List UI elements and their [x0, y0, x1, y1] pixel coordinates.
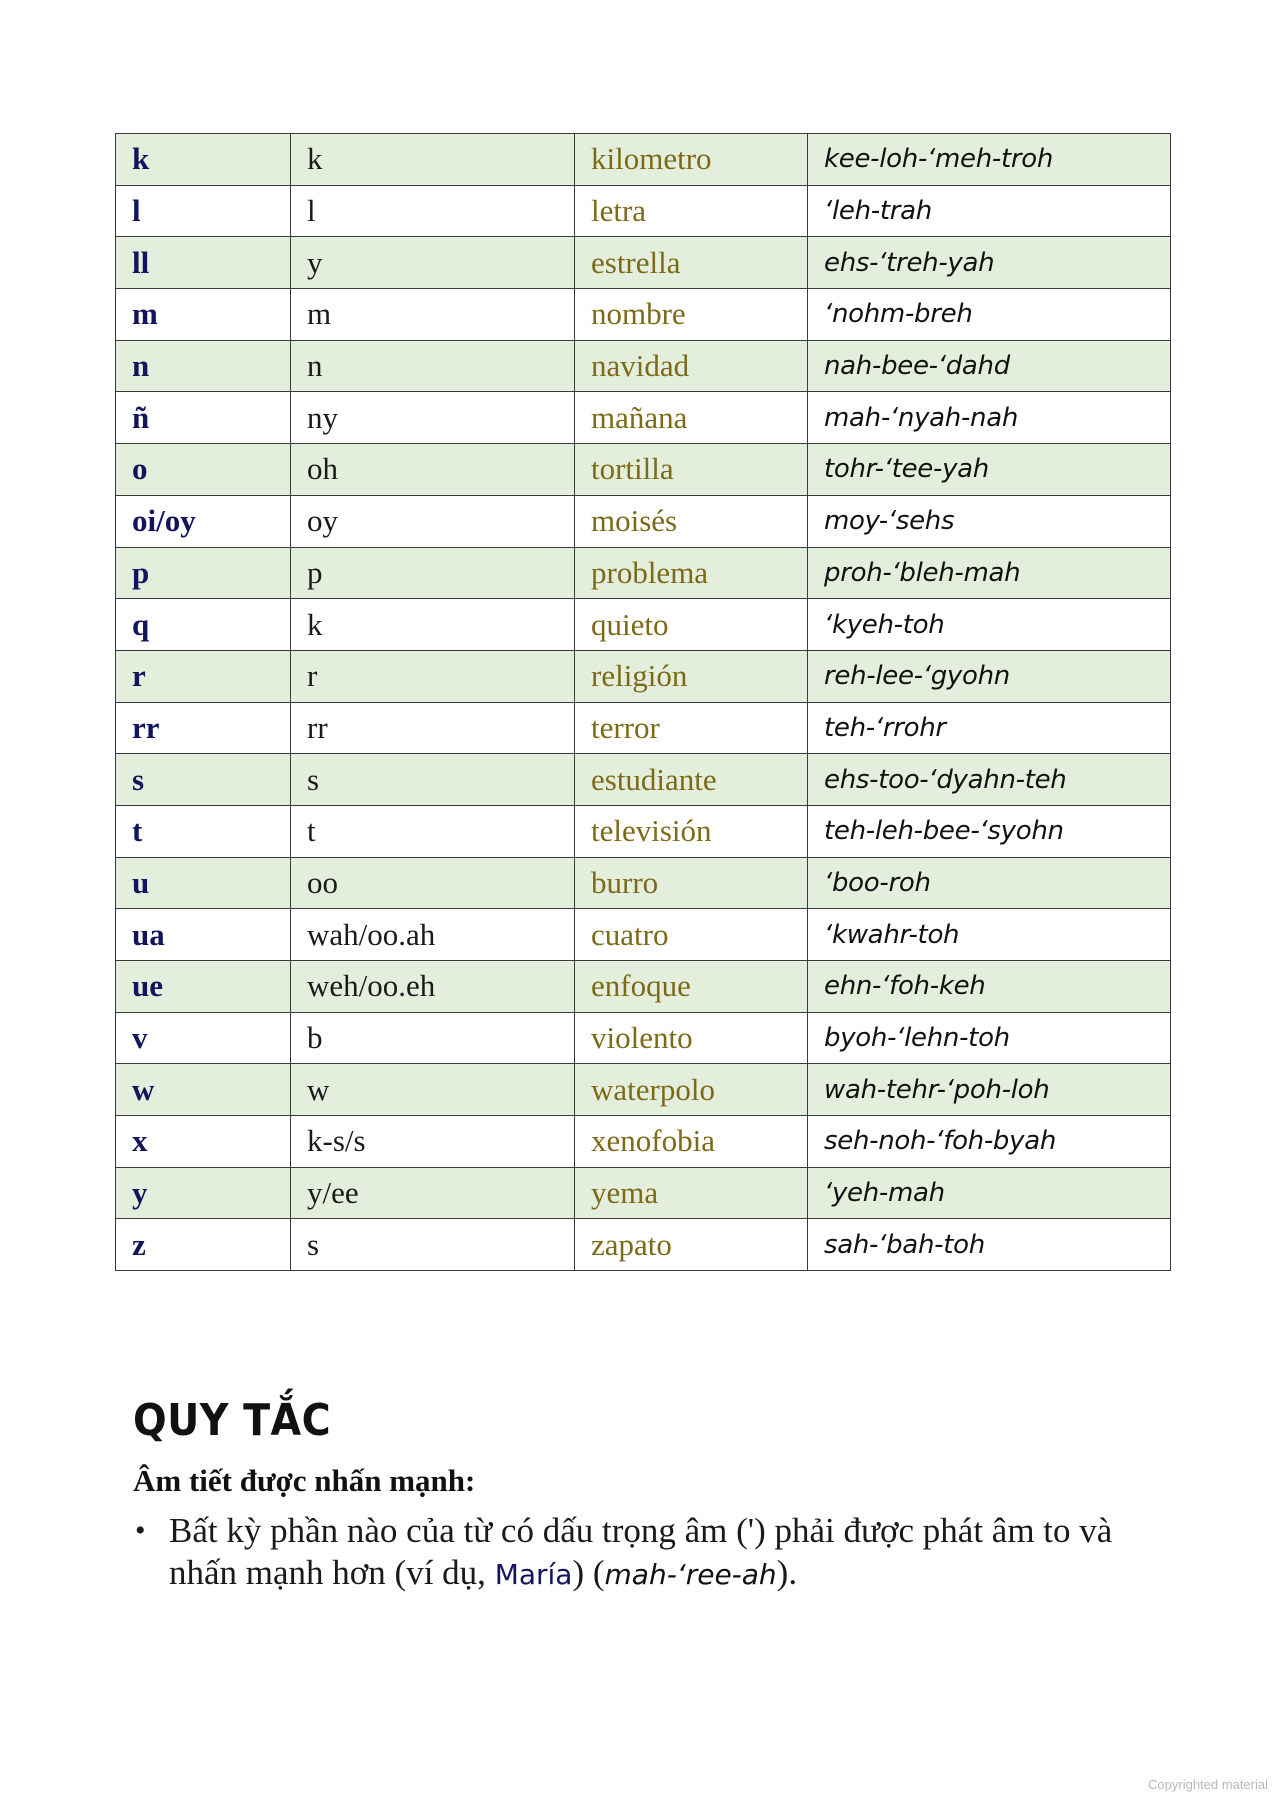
table-row: [116, 961, 1171, 1013]
table-row: [116, 857, 1171, 909]
sound-cell: b: [291, 1012, 575, 1064]
table-row: [116, 1064, 1171, 1116]
example-word-cell: letra: [575, 185, 808, 237]
table-row: [116, 392, 1171, 444]
table-row: [116, 805, 1171, 857]
phonetic-cell: ‘boo-roh: [808, 857, 1171, 909]
example-word-cell: yema: [575, 1167, 808, 1219]
sound-cell: n: [291, 340, 575, 392]
example-word-cell: waterpolo: [575, 1064, 808, 1116]
letter-cell: ue: [116, 961, 291, 1013]
example-word-cell: nombre: [575, 289, 808, 341]
phonetic-cell: moy-‘sehs: [808, 495, 1171, 547]
table-row: [116, 1116, 1171, 1168]
example-word-cell: terror: [575, 702, 808, 754]
sound-cell: y: [291, 237, 575, 289]
phonetic-cell: ‘kwahr-toh: [808, 909, 1171, 961]
letter-cell: x: [116, 1116, 291, 1168]
letter-cell: ñ: [116, 392, 291, 444]
sound-cell: y/ee: [291, 1167, 575, 1219]
letter-cell: z: [116, 1219, 291, 1271]
sound-cell: rr: [291, 702, 575, 754]
sound-cell: s: [291, 1219, 575, 1271]
phonetic-cell: reh-lee-‘gyohn: [808, 650, 1171, 702]
sound-cell: oh: [291, 444, 575, 496]
bullet-icon: •: [135, 1514, 146, 1547]
table-row: [116, 1167, 1171, 1219]
table-row: [116, 289, 1171, 341]
letter-cell: l: [116, 185, 291, 237]
rule-text-before: Bất kỳ phần nào của từ có dấu trọng âm (') phải được phát âm to và nhấn mạnh hơn (ví dụ,: [169, 1511, 1113, 1592]
sound-cell: ny: [291, 392, 575, 444]
letter-cell: ll: [116, 237, 291, 289]
pronunciation-table-body: [116, 134, 1171, 1271]
letter-cell: o: [116, 444, 291, 496]
rule-example-word: María: [494, 1558, 573, 1591]
phonetic-cell: ehn-‘foh-keh: [808, 961, 1171, 1013]
phonetic-cell: nah-bee-‘dahd: [808, 340, 1171, 392]
table-row: [116, 444, 1171, 496]
example-word-cell: televisión: [575, 805, 808, 857]
example-word-cell: cuatro: [575, 909, 808, 961]
rule-text-after: ).: [776, 1553, 798, 1592]
rule-item: [133, 1510, 1173, 1596]
table-row: [116, 340, 1171, 392]
phonetic-cell: kee-loh-‘meh-troh: [808, 134, 1171, 186]
phonetic-cell: proh-‘bleh-mah: [808, 547, 1171, 599]
phonetic-cell: ‘kyeh-toh: [808, 599, 1171, 651]
copyright-watermark: Copyrighted material: [1148, 1777, 1268, 1792]
phonetic-cell: byoh-‘lehn-toh: [808, 1012, 1171, 1064]
letter-cell: t: [116, 805, 291, 857]
phonetic-cell: sah-‘bah-toh: [808, 1219, 1171, 1271]
letter-cell: ua: [116, 909, 291, 961]
phonetic-cell: tohr-‘tee-yah: [808, 444, 1171, 496]
example-word-cell: navidad: [575, 340, 808, 392]
table-row: [116, 702, 1171, 754]
sound-cell: oo: [291, 857, 575, 909]
example-word-cell: moisés: [575, 495, 808, 547]
phonetic-cell: ‘nohm-breh: [808, 289, 1171, 341]
sound-cell: k: [291, 134, 575, 186]
table-row: [116, 599, 1171, 651]
table-row: [116, 547, 1171, 599]
letter-cell: s: [116, 754, 291, 806]
example-word-cell: violento: [575, 1012, 808, 1064]
phonetic-cell: teh-leh-bee-‘syohn: [808, 805, 1171, 857]
letter-cell: oi/oy: [116, 495, 291, 547]
example-word-cell: quieto: [575, 599, 808, 651]
example-word-cell: estrella: [575, 237, 808, 289]
phonetic-cell: ‘leh-trah: [808, 185, 1171, 237]
sound-cell: t: [291, 805, 575, 857]
sound-cell: k: [291, 599, 575, 651]
sound-cell: p: [291, 547, 575, 599]
sound-cell: w: [291, 1064, 575, 1116]
sound-cell: oy: [291, 495, 575, 547]
sound-cell: k-s/s: [291, 1116, 575, 1168]
phonetic-cell: wah-tehr-‘poh-loh: [808, 1064, 1171, 1116]
rules-heading: QUY TẮC: [133, 1395, 332, 1446]
rule-text-middle: ) (: [572, 1553, 605, 1592]
letter-cell: q: [116, 599, 291, 651]
pronunciation-table: [115, 133, 1171, 1271]
table-row: [116, 495, 1171, 547]
sound-cell: s: [291, 754, 575, 806]
letter-cell: p: [116, 547, 291, 599]
letter-cell: k: [116, 134, 291, 186]
rules-subheading: Âm tiết được nhấn mạnh:: [133, 1463, 476, 1498]
example-word-cell: xenofobia: [575, 1116, 808, 1168]
example-word-cell: problema: [575, 547, 808, 599]
table-row: [116, 185, 1171, 237]
letter-cell: r: [116, 650, 291, 702]
table-row: [116, 650, 1171, 702]
letter-cell: u: [116, 857, 291, 909]
sound-cell: l: [291, 185, 575, 237]
rule-example-phonetic: mah-‘ree-ah: [604, 1558, 777, 1591]
sound-cell: r: [291, 650, 575, 702]
example-word-cell: kilometro: [575, 134, 808, 186]
table-row: [116, 909, 1171, 961]
table-row: [116, 754, 1171, 806]
example-word-cell: burro: [575, 857, 808, 909]
phonetic-cell: ehs-too-‘dyahn-teh: [808, 754, 1171, 806]
phonetic-cell: ‘yeh-mah: [808, 1167, 1171, 1219]
sound-cell: weh/oo.eh: [291, 961, 575, 1013]
letter-cell: m: [116, 289, 291, 341]
example-word-cell: mañana: [575, 392, 808, 444]
phonetic-cell: mah-‘nyah-nah: [808, 392, 1171, 444]
sound-cell: wah/oo.ah: [291, 909, 575, 961]
example-word-cell: enfoque: [575, 961, 808, 1013]
phonetic-cell: seh-noh-‘foh-byah: [808, 1116, 1171, 1168]
letter-cell: y: [116, 1167, 291, 1219]
table-row: [116, 134, 1171, 186]
phonetic-cell: ehs-‘treh-yah: [808, 237, 1171, 289]
table-row: [116, 1012, 1171, 1064]
table-row: [116, 237, 1171, 289]
example-word-cell: estudiante: [575, 754, 808, 806]
letter-cell: v: [116, 1012, 291, 1064]
rules-list: [133, 1510, 1173, 1596]
letter-cell: w: [116, 1064, 291, 1116]
example-word-cell: tortilla: [575, 444, 808, 496]
table-row: [116, 1219, 1171, 1271]
letter-cell: rr: [116, 702, 291, 754]
example-word-cell: zapato: [575, 1219, 808, 1271]
phonetic-cell: teh-‘rrohr: [808, 702, 1171, 754]
letter-cell: n: [116, 340, 291, 392]
example-word-cell: religión: [575, 650, 808, 702]
sound-cell: m: [291, 289, 575, 341]
